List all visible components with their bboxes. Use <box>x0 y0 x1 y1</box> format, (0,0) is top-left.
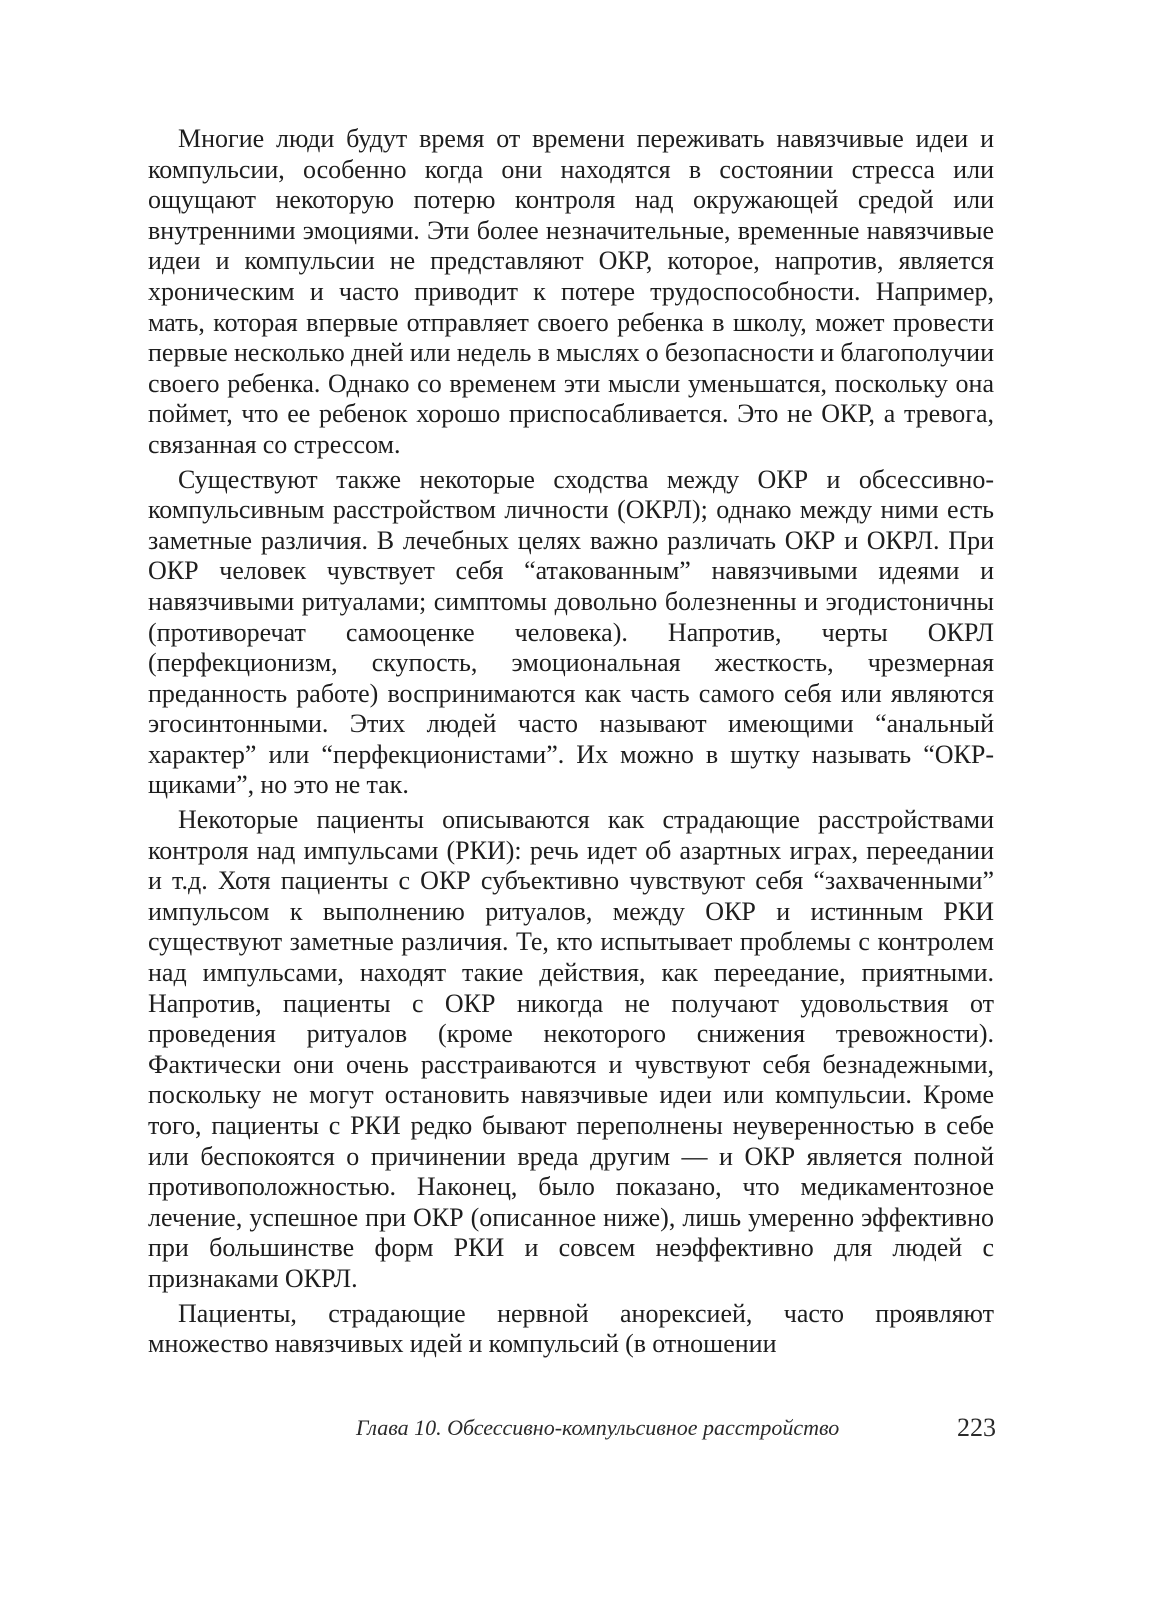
body-text <box>148 124 994 1360</box>
page-number: 223 <box>957 1413 996 1442</box>
chapter-title: Глава 10. Обсессивно-компульсивное расстройство <box>356 1415 840 1440</box>
paragraph-2: Существуют также некоторые сходства между ОКР и обсессивно-компульсивным расстройством личности (ОКРЛ); однако между ними есть заметные различия. В лечебных целях важно различать ОКР и ОКРЛ. При ОКР человек чувствует себя “атакованным” навязчивыми идеями и навязчивыми ритуалами; симптомы довольно болезненны и эгодистоничны (противоречат самооценке человека). Напротив, черты ОКРЛ (перфекционизм, скупость, эмоциональная жесткость, чрезмерная преданность работе) воспринимаются как часть самого себя или являются эгосинтонными. Этих людей часто называют имеющими “анальный характер” или “перфекционистами”. Их можно в шутку называть “ОКР-щиками”, но это не так. <box>148 464 994 800</box>
paragraph-1: Многие люди будут время от времени переживать навязчивые идеи и компульсии, особенно когда они находятся в состоянии стресса или ощущают некоторую потерю контроля над окружающей средой или внутренними эмоциями. Эти более незначительные, временные навязчивые идеи и компульсии не представляют ОКР, которое, напротив, является хроническим и часто приводит к потере трудоспособности. Например, мать, которая впервые отправляет своего ребенка в школу, может провести первые несколько дней или недель в мыслях о безопасности и благополучии своего ребенка. Однако со временем эти мысли уменьшатся, поскольку она поймет, что ее ребенок хорошо приспосабливается. Это не ОКР, а тревога, связанная со стрессом. <box>148 124 994 459</box>
paragraph-3: Некоторые пациенты описываются как страдающие расстройствами контроля над импульсами (РКИ): речь идет об азартных играх, переедании и т.д. Хотя пациенты с ОКР субъективно чувствуют себя “захваченными” импульсом к выполнению ритуалов, между ОКР и истинным РКИ существуют заметные различия. Те, кто испытывает проблемы с контролем над импульсами, находят такие действия, как переедание, приятными. Напротив, пациенты с ОКР никогда не получают удовольствия от проведения ритуалов (кроме некоторого снижения тревожности). Фактически они очень расстраиваются и чувствуют себя безнадежными, поскольку не могут остановить навязчивые идеи или компульсии. Кроме того, пациенты с РКИ редко бывают переполнены неуверенностью в себе или беспокоятся о причинении вреда другим — и ОКР является полной противоположностью. Наконец, было показано, что медикаментозное лечение, успешное при ОКР (описанное ниже), лишь умеренно эффективно при большинстве форм РКИ и совсем неэффективно для людей с признаками ОКРЛ. <box>148 805 994 1293</box>
running-footer <box>356 1408 996 1448</box>
paragraph-4: Пациенты, страдающие нервной анорексией, часто проявляют множество навязчивых идей и компульсий (в отношении <box>148 1298 994 1359</box>
